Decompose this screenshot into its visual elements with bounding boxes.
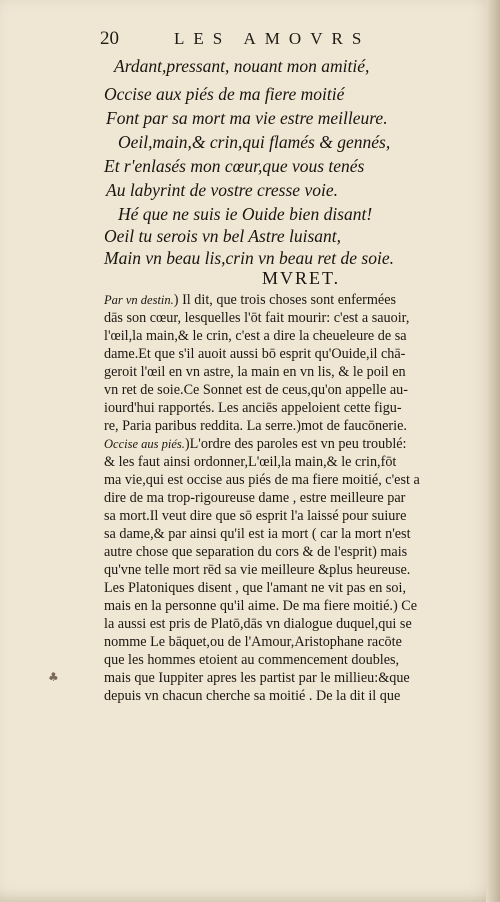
poem-line: Oeil,main,& crin,qui flamés & gennés, (118, 132, 391, 152)
lemma: Par vn destin. (104, 293, 174, 307)
commentary-line-text: l'œil,la main,& le crin, c'est a dire la cheueleure de sa (104, 328, 407, 344)
lemma: Occise aus piés. (104, 437, 185, 451)
page-edge-shadow (486, 0, 500, 902)
commentary-line (104, 328, 407, 345)
page-header (100, 28, 400, 52)
commentary-line-text: nomme Le bāquet,ou de l'Amour,Aristophane racōte (104, 634, 402, 650)
poem-line: Ardant,pressant, nouant mon amitié, (114, 56, 370, 76)
commentary-line (104, 598, 417, 615)
poem-line: Au labyrint de vostre cresse voie. (106, 180, 338, 200)
commentary-line-text: mais que Iuppiter apres les partist par le millieu:&que (104, 670, 410, 686)
commentary-line (104, 364, 406, 381)
poem-line: Et r'enlasés mon cœur,que vous tenés (104, 156, 365, 176)
commentary-line-text: dās son cœur, lesquelles l'ōt fait mourir: c'est a sauoir, (104, 310, 410, 326)
commentary-line (104, 670, 410, 687)
commentary-line (104, 472, 420, 489)
commentary-line-text: Les Platoniques disent , que l'amant ne vit pas en soi, (104, 580, 407, 596)
commentary-line-text: ) Il dit, que trois choses sont enfermées (173, 292, 397, 308)
commentary-line-text: ma vie,qui est occise aus piés de ma fiere moitié, c'est a (104, 472, 420, 488)
commentary-line-text: sa dame,& par ainsi qu'il est ia mort ( car la mort n'est (104, 526, 411, 542)
commentary-line-text: iourd'hui rapportés. Les anciēs appeloient cette figu- (104, 400, 402, 416)
commentary-line (104, 490, 405, 507)
commentary-line (104, 436, 407, 453)
commentary-line-text: re, Paria paribus reddita. La serre.)mot de faucōnerie. (104, 418, 407, 434)
poem-line: Occise aux piés de ma fiere moitié (104, 84, 345, 104)
commentary-line (104, 544, 407, 561)
commentary-line-text: geroit l'œil en vn astre, la main en vn lis, & le poil en (104, 364, 406, 380)
running-title: LES AMOVRS (174, 29, 371, 48)
commentary-line (104, 382, 408, 399)
commentary-line (104, 562, 410, 579)
commentary-line-text: sa mort.Il veut dire que sō esprit l'a laissé pour suiure (104, 508, 407, 524)
poem-line: Hé que ne suis ie Ouide bien disant! (118, 204, 373, 224)
commentary-line (104, 310, 409, 327)
commentary-line (104, 634, 402, 651)
commentary-line-text: que les hommes etoient au commencement doubles, (104, 652, 400, 668)
commentary-line (104, 508, 406, 525)
margin-mark-icon: ♣ (48, 670, 59, 684)
poem-line: Oeil tu serois vn bel Astre luisant, (104, 226, 342, 246)
page-number: 20 (100, 28, 119, 49)
commentary-line-text: dire de ma trop-rigoureuse dame , estre meilleure par (104, 490, 406, 506)
commentary-line-text: dame.Et que s'il auoit aussi bō esprit qu'Ouide,il chā- (104, 346, 406, 362)
commentary-line (104, 688, 400, 705)
commentary-heading: MVRET. (262, 268, 341, 288)
commentary-line-text: qu'vne telle mort rēd sa vie meilleure &plus heureuse. (104, 562, 411, 578)
commentary-line (104, 454, 396, 471)
commentary-line (104, 652, 399, 669)
poem-line: Font par sa mort ma vie estre meilleure. (106, 108, 388, 128)
commentary-line-text: vn ret de soie.Ce Sonnet est de ceus,qu'on appelle au- (104, 382, 408, 398)
commentary-line-text: autre chose que separation du cors & de l'esprit) mais (104, 544, 408, 560)
commentary-line-text: la aussi est pris de Platō,dās vn dialogue duquel,qui se (104, 616, 412, 632)
commentary-line-text: depuis vn chacun cherche sa moitié . De la dit il que (104, 688, 401, 704)
commentary-line-text: mais en la personne qu'il aime. De ma fiere moitié.) Ce (104, 598, 417, 614)
commentary-line (104, 580, 406, 597)
poem-line: Main vn beau lis,crin vn beau ret de soie. (104, 248, 394, 268)
commentary-line (104, 418, 407, 435)
commentary-line (104, 526, 411, 543)
commentary-line (104, 346, 405, 363)
commentary-line (104, 616, 412, 633)
commentary-line-text: )L'ordre des paroles est vn peu troublé: (184, 436, 407, 452)
commentary-line (104, 400, 402, 417)
commentary-line-text: & les faut ainsi ordonner,L'œil,la main,& le crin,fōt (104, 454, 397, 470)
commentary-line (104, 292, 396, 309)
